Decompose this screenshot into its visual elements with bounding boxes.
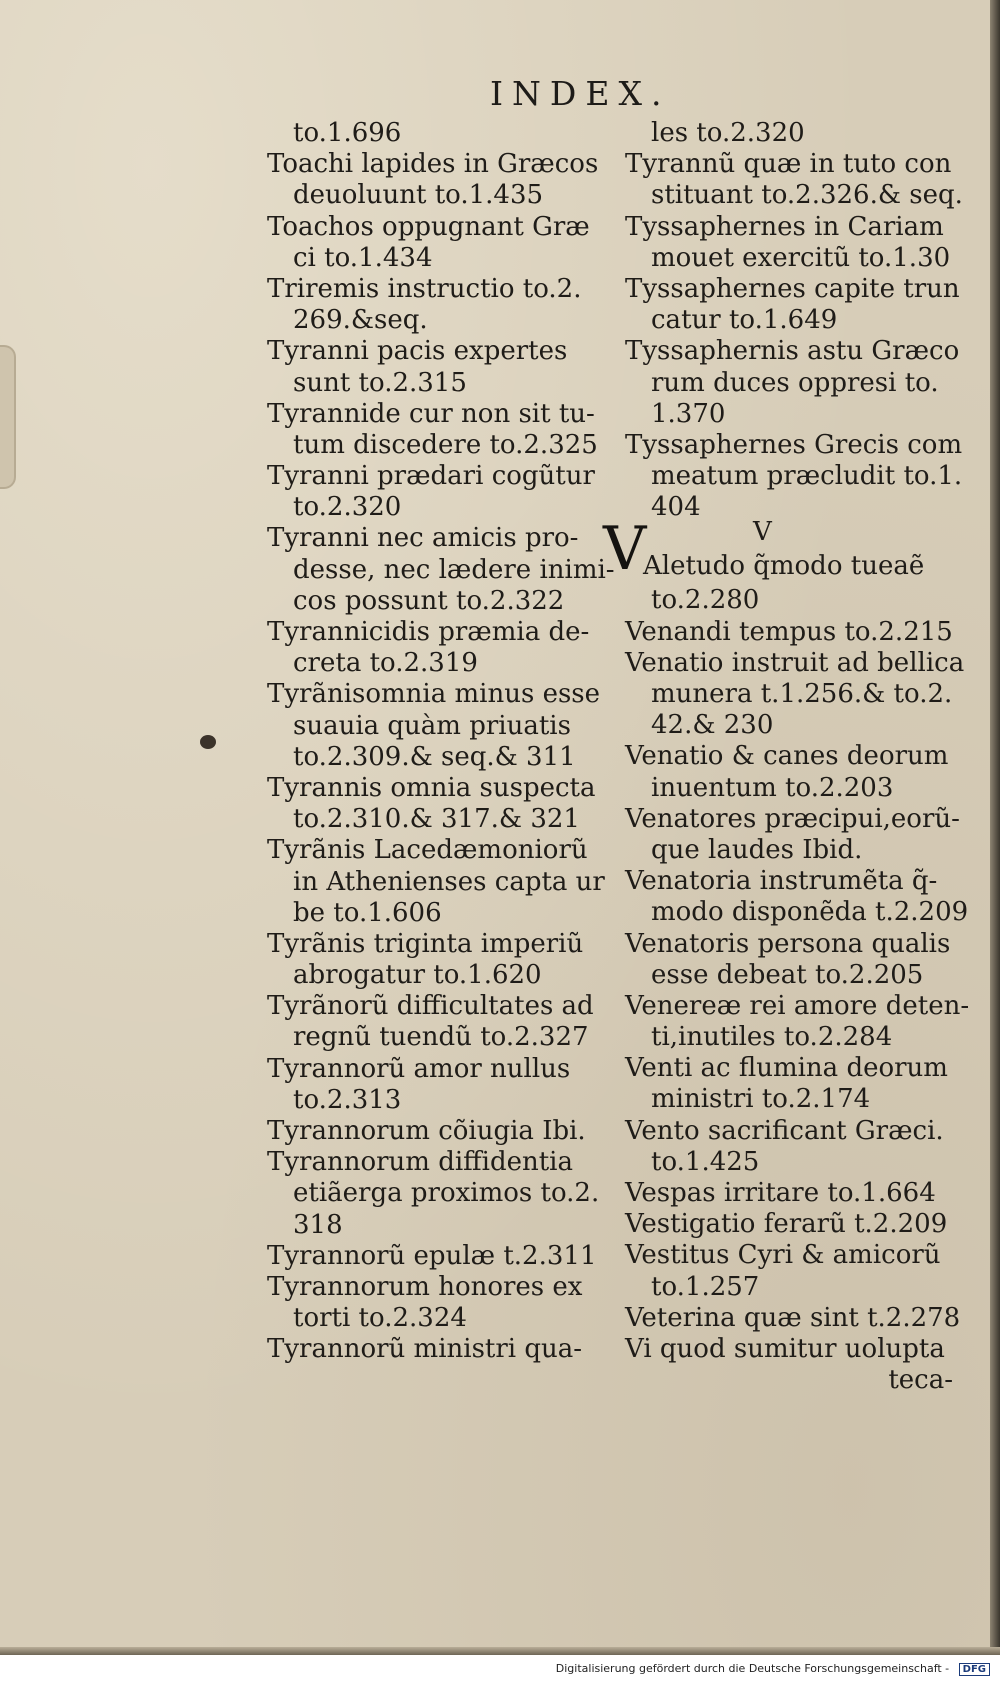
index-entry-line: be to.1.606 [293, 897, 442, 928]
index-entry: Veterina quæ sint t.2.278 [625, 1302, 961, 1333]
index-entry-line: to.1.696 [293, 118, 402, 148]
dfg-logo: DFG [959, 1663, 990, 1676]
index-entry-line: to.1.257 [651, 1271, 760, 1302]
index-entry-line: to.2.280 [651, 585, 760, 616]
index-entry: Tyrannorum cõiugia Ibi. [267, 1116, 586, 1146]
index-entry-line: cos possunt to.2.322 [293, 585, 565, 616]
right-column-top [603, 118, 963, 523]
index-entry-line: sunt to.2.315 [293, 367, 467, 398]
index-entry: Vestitus Cyri & amicorũ [625, 1240, 941, 1271]
index-entry: Tyrannũ quæ in tuto con [625, 149, 952, 180]
index-entry: Venatoris persona qualis [625, 928, 951, 959]
index-entry-line: 318 [293, 1209, 343, 1240]
index-entry-line: ci to.1.434 [293, 242, 433, 273]
index-entry-line: to.1.425 [651, 1146, 760, 1177]
index-entry-line: to.2.309.& seq.& 311 [293, 741, 576, 772]
index-entry: Venatio & canes deorum [625, 741, 949, 772]
index-entry: Tyranni prædari cogũtur [267, 461, 595, 492]
index-entry: Vespas irritare to.1.664 [625, 1178, 936, 1208]
drop-cap: V [603, 514, 647, 585]
index-entry-line: meatum præcludit to.1. [651, 461, 963, 492]
index-entry-line: catur to.1.649 [651, 305, 838, 336]
index-entry-line: suauia quàm priuatis [293, 710, 571, 741]
index-entry-line: to.2.310.& 317.& 321 [293, 804, 580, 835]
index-entry-line: 269.&seq. [293, 305, 428, 336]
index-entry-line: munera t.1.256.& to.2. [651, 679, 953, 709]
index-entry-line: esse debeat to.2.205 [651, 959, 924, 990]
index-entry: Tyrannorum honores ex [267, 1271, 583, 1302]
index-entry: Venandi tempus to.2.215 [625, 616, 953, 647]
index-entry-line: abrogatur to.1.620 [293, 960, 542, 991]
index-entry-line: desse, nec lædere inimi- [293, 554, 615, 585]
index-entry: Tyrãnis triginta imperiũ [267, 928, 584, 959]
index-entry: Tyrannis omnia suspecta [267, 772, 596, 803]
index-entry-line: tum discedere to.2.325 [293, 429, 598, 460]
index-entry-line: torti to.2.324 [293, 1303, 467, 1334]
index-entry-line: creta to.2.319 [293, 648, 478, 679]
running-head: INDEX. [490, 74, 671, 113]
right-column-bottom [603, 616, 970, 1397]
index-entry: Tyssaphernes Grecis com [625, 429, 963, 460]
index-entry-line: deuoluunt to.1.435 [293, 180, 544, 211]
index-entry: Tyrannorũ amor nullus [267, 1053, 571, 1084]
drop-cap-line: Aletudo q̃modo tueaẽ [643, 551, 925, 582]
index-entry: Triremis instructio to.2. [267, 273, 582, 304]
index-entry: Tyrannide cur non sit tu- [267, 398, 595, 429]
section-v-heading [603, 514, 963, 585]
index-entry-line: stituant to.2.326.& seq. [651, 180, 963, 211]
index-entry-line: modo disponẽda t.2.209 [651, 897, 969, 928]
index-entry: Tyrannorũ ministri qua- [267, 1334, 583, 1365]
index-entry-line: les to.2.320 [651, 118, 805, 148]
digitization-footer [0, 1662, 990, 1676]
index-entry-line: rum duces oppresi to. [651, 367, 939, 398]
index-entry: Venatio instruit ad bellica [625, 647, 965, 678]
index-entry: Tyrãnisomnia minus esse [267, 679, 601, 710]
index-entry: Tyrannicidis præmia de- [267, 617, 590, 647]
index-entry: Toachi lapides in Græcos [267, 149, 599, 180]
index-entry-line: mouet exercitũ to.1.30 [651, 242, 951, 273]
index-entry: Tyranni nec amicis pro- [267, 523, 579, 554]
page-tab [0, 345, 16, 489]
index-entry-line: inuentum to.2.203 [651, 772, 894, 803]
right-column [603, 118, 970, 1396]
index-entry-line: etiãerga proximos to.2. [293, 1178, 600, 1209]
index-entry: Tyrãnorũ difficultates ad [267, 991, 594, 1022]
index-entry: Vestigatio ferarũ t.2.209 [625, 1209, 948, 1240]
index-entry: Vi quod sumitur uolupta [625, 1333, 945, 1364]
index-entry: Tyrannorum diffidentia [267, 1147, 573, 1178]
page-edge [990, 0, 1000, 1655]
index-entry-line: 404 [651, 492, 701, 523]
index-entry: Tyrãnis Lacedæmoniorũ [267, 835, 588, 866]
index-entry: Tyssaphernes in Cariam [625, 211, 944, 242]
page-bottom-edge [0, 1647, 1000, 1655]
section-letter: V [753, 517, 772, 548]
index-entry: Tyrannorũ epulæ t.2.311 [267, 1240, 597, 1271]
index-entry: Venatores præcipui,eorũ- [625, 803, 960, 834]
index-entry-line: in Athenienses capta ur [293, 866, 605, 897]
index-entry-line: regnũ tuendũ to.2.327 [293, 1022, 589, 1053]
index-entry: Vento sacrificant Græci. [625, 1115, 944, 1146]
index-entry: Venereæ rei amore deten- [625, 990, 970, 1021]
index-entry-line: que laudes Ibid. [651, 834, 863, 865]
index-entry: Venti ac flumina deorum [625, 1053, 948, 1084]
index-entry-line: ti,inutiles to.2.284 [651, 1022, 893, 1053]
index-entry: Toachos oppugnant Græ [267, 211, 590, 242]
index-entry-line: 42.& 230 [651, 710, 774, 741]
index-entry: Tyssaphernes capite trun [625, 273, 960, 304]
index-entry-line: 1.370 [651, 398, 726, 429]
index-entry-line: to.2.320 [293, 492, 402, 523]
footer-text: Digitalisierung gefördert durch die Deutsche Forschungsgemeinschaft - [555, 1662, 950, 1675]
index-entry-line: to.2.313 [293, 1084, 402, 1115]
index-entry: Tyssaphernis astu Græco [625, 336, 960, 367]
index-entry: Venatoria instrumẽta q̃- [625, 866, 938, 897]
index-entry-line: teca- [888, 1365, 953, 1396]
index-entry: Tyranni pacis expertes [267, 336, 568, 367]
ink-stain [200, 735, 216, 749]
index-entry-line: ministri to.2.174 [651, 1084, 871, 1115]
left-column [245, 118, 615, 1366]
